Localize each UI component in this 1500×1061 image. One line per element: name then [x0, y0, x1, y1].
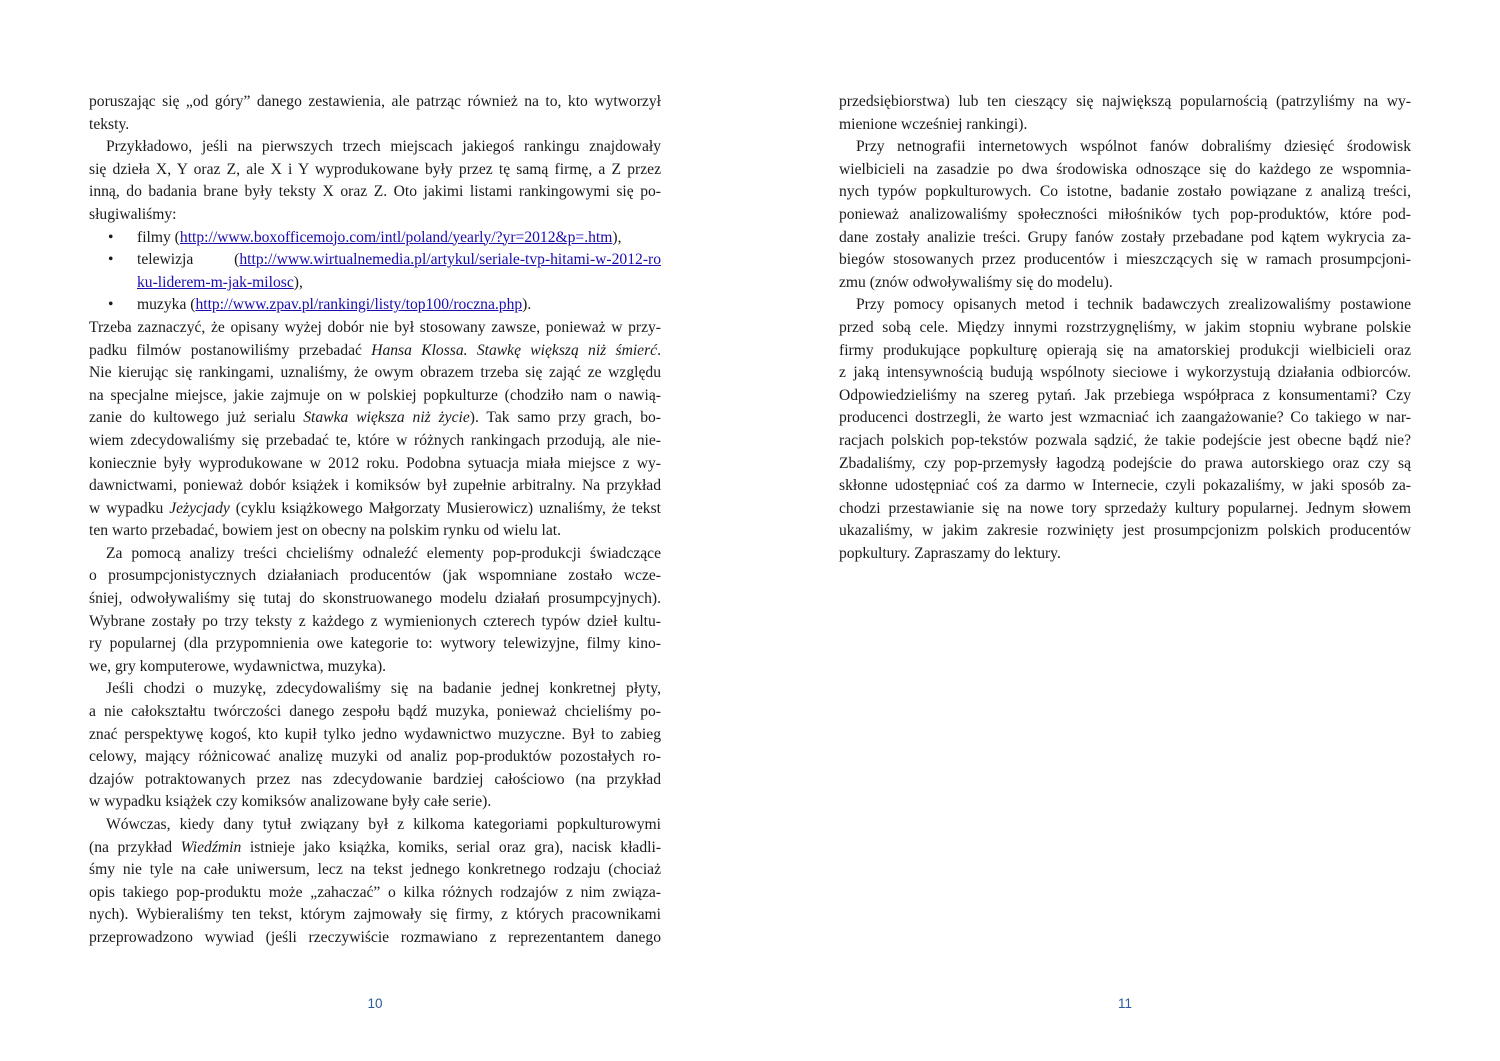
text-line: Przy pomocy opisanych metod i technik badawczych zrealizowaliśmy postawione [856, 296, 1411, 314]
url-link[interactable]: http://www.wirtualnemedia.pl/artykul/seriale-tvp-hitami-w-2012-ro [239, 251, 661, 269]
text-line: a nie całokształtu twórczości danego zespołu bądź muzyka, ponieważ chcieliśmy po- [89, 703, 661, 721]
italic-title: Wiedźmin [180, 838, 242, 856]
text-line: Przy netnografii internetowych wspólnot fanów dobraliśmy dziesięć środowisk [856, 138, 1411, 156]
url-link[interactable]: http://www.zpav.pl/rankingi/listy/top100/roczna.php [195, 296, 523, 314]
text-line: Jeśli chodzi o muzykę, zdecydowaliśmy się na badanie jednej konkretnej płyty, [106, 680, 661, 698]
text-line: o prosumpcjonistycznych działaniach producentów (jak wspomniane zostało wcze- [89, 567, 661, 585]
text-segment: padku filmów postanowiliśmy przebadać [89, 341, 372, 359]
italic-title: Jeżycjady [169, 499, 230, 517]
list-item-punctuation: ), [293, 273, 303, 291]
bullet-icon: • [108, 296, 114, 314]
text-line [89, 340, 661, 363]
text-line: mienione wcześniej rankingi). [839, 115, 1028, 133]
bullet-icon: • [108, 251, 114, 269]
text-line: koniecznie były wyprodukowane w 2012 roku. Podobna sytuacja miała miejsce z wy- [89, 454, 661, 472]
text-line: przedsiębiorstwa) lub ten cieszący się największą popularnością (patrzyliśmy na wy- [839, 93, 1411, 110]
text-line: inną, do badania brane były teksty X oraz Z. Oto jakimi listami rankingowymi się po- [89, 183, 661, 201]
text-line: się dzieła X, Y oraz Z, ale X i Y wyprodukowane były przez tę samą firmę, a Z przez [89, 160, 661, 178]
text-segment: w wypadku [89, 499, 170, 517]
right-page-text [839, 91, 1411, 565]
text-line: nych typów popkulturowych. Co istotne, badanie zostało powiązane z analizą treści, [839, 183, 1411, 201]
text-segment: (cyklu książkowego Małgorzaty Musierowicz) uznaliśmy, że tekst [229, 499, 661, 517]
text-line: Zbadaliśmy, czy pop-przemysły łagodzą podejście do prawa autorskiego oraz czy są [839, 454, 1411, 472]
text-line: teksty. [89, 115, 130, 133]
text-segment: ). Tak samo przy grach, bo- [469, 409, 661, 427]
text-line: poruszając się „od góry” danego zestawienia, ale patrząc również na to, kto wytworzył [89, 93, 661, 110]
text-line: przed sobą cele. Między innymi rozstrzygnęliśmy, w jakim stopniu wybrane polskie [839, 318, 1411, 336]
text-line [89, 837, 661, 860]
text-line: Wybrane zostały po trzy teksty z każdego z wymienionych czterech typów dzieł kultu- [89, 612, 661, 630]
text-line: ten warto przebadać, bowiem jest on obecny na polskim rynku od wielu lat. [89, 522, 562, 540]
text-segment: (na przykład [89, 838, 181, 856]
text-line: biegów stosowanych przez producentów i mieszczących się w ramach prosumpcjoni- [839, 251, 1411, 269]
text-line: ponieważ analizowaliśmy społeczności miłośników tych pop-produktów, które pod- [839, 205, 1411, 223]
page-number: 10 [367, 996, 383, 1011]
text-line: śmy nie tyle na całe uniwersum, lecz na tekst jednego konkretnego rodzaju (chociaż [89, 861, 661, 879]
left-page-text [89, 91, 661, 950]
text-line: producenci dostrzegli, że warto jest wzmacniać ich zaangażowanie? Co takiego w nar- [839, 409, 1411, 427]
text-line: opis takiego pop-produktu może „zahaczać” o kilka różnych rodzajów z nim związa- [89, 883, 661, 901]
text-line: wielbicieli na zasadzie po dwa środowiska odnoszące się do każdego ze wspomnia- [839, 160, 1411, 178]
url-link[interactable]: http://www.boxofficemojo.com/intl/poland/yearly/?yr=2012&p=.htm [179, 228, 613, 246]
right-page [750, 0, 1500, 1061]
text-line: na specjalne miejsce, jakie zajmuje on w polskiej popkulturze (chodziło nam o nawią- [89, 386, 661, 404]
text-line [89, 407, 661, 430]
text-line: przeprowadzono wywiad (jeśli rzeczywiście rozmawiano z reprezentantem danego [89, 928, 661, 946]
list-item [89, 272, 661, 295]
text-line: Wówczas, kiedy dany tytuł związany był z kilkoma kategoriami popkulturowymi [106, 816, 661, 833]
text-line: wiem zdecydowaliśmy się przebadać te, które w różnych rankingach przodują, ale nie- [89, 431, 661, 449]
text-line: Za pomocą analizy treści chcieliśmy odnaleźć elementy pop-produkcji świadczące [106, 544, 661, 562]
text-line: sługiwaliśmy: [89, 205, 177, 223]
text-line: popkultury. Zapraszamy do lektury. [839, 544, 1061, 562]
text-line: Przykładowo, jeśli na pierwszych trzech miejscach jakiegoś rankingu znajdowały [106, 138, 661, 156]
text-line: Trzeba zaznaczyć, że opisany wyżej dobór nie był stosowany zawsze, ponieważ w przy- [89, 318, 661, 336]
list-item-label: muzyka ( [137, 296, 196, 314]
text-segment: istnieje jako książka, komiks, serial oraz gra), nacisk kładli- [241, 838, 662, 856]
list-item-label: filmy ( [137, 228, 180, 246]
text-line: śniej, odwoływaliśmy się tutaj do skonstruowanego modelu działań prosumpcyjnych). [89, 590, 661, 608]
italic-title: Stawka większa niż życie [303, 409, 470, 427]
text-segment: zanie do kultowego już serialu [89, 409, 304, 427]
text-line: racjach polskich pop-tekstów pozwala sądzić, że takie podejście jest obecne bądź nie? [839, 431, 1411, 449]
italic-title: Hansa Klossa. Stawkę większą niż śmierć [371, 341, 658, 359]
text-line: dane zostały analizie treści. Grupy fanów zostały przebadane pod kątem wykrycia za- [839, 228, 1411, 246]
text-line: chodzi przestawianie się na nowe tory sprzedaży kultury popularnej. Jednym słowem [839, 499, 1411, 517]
text-line: ukazaliśmy, w jakim zakresie rozwinięty jest prosumpcjonizm polskich producentów [839, 522, 1411, 540]
list-item-punctuation: ). [522, 296, 532, 314]
text-line: znać perspektywę kogoś, kto kupił tylko jedno wydawnictwo muzyczne. Był to zabieg [89, 725, 661, 743]
text-line: firmy produkujące popkulturę opierają się na amatorskiej produkcji wielbicieli oraz [839, 341, 1411, 359]
text-line: dawnictwami, ponieważ dobór książek i komiksów był zupełnie arbitralny. Na przykład [89, 477, 661, 495]
text-line: z jaką intensywnością budują wspólnoty sieciowe i wykorzystują działania odbiorców. [839, 364, 1411, 382]
text-line: zmu (znów odwoływaliśmy się do modelu). [839, 273, 1113, 291]
text-line: nych). Wybieraliśmy ten tekst, którym zajmowały się firmy, z których pracownikami [89, 906, 661, 924]
text-line: ry popularnej (dla przypomnienia owe kategorie to: wytwory telewizyjne, filmy kino- [89, 635, 661, 653]
text-line: celowy, mający różnicować analizę muzyki od analiz pop-produktów pozostałych ro- [89, 748, 661, 766]
text-line: we, gry komputerowe, wydawnictwa, muzyka). [89, 657, 387, 675]
text-segment: . [657, 341, 662, 359]
page-number: 11 [1117, 996, 1132, 1011]
list-item [89, 249, 661, 272]
text-line: Odpowiedzieliśmy na szereg pytań. Jak przebiega współpraca z konsumentami? Czy [839, 386, 1411, 404]
text-line [89, 498, 661, 521]
text-line: Nie kierując się rankingami, uznaliśmy, że owym obrazem trzeba się zająć ze względu [89, 364, 661, 382]
text-line: skłonne udostępniać coś za darmo w Internecie, czyli pokazaliśmy, w jaki sposób za- [839, 477, 1411, 495]
list-item [89, 294, 661, 317]
text-line: w wypadku książek czy komiksów analizowane były całe serie). [89, 793, 492, 811]
list-item [89, 227, 661, 250]
url-link[interactable]: ku-liderem-m-jak-milosc [137, 273, 294, 291]
bullet-icon: • [108, 228, 114, 246]
list-item-punctuation: ), [612, 228, 622, 246]
list-item-label: telewizja ( [137, 251, 240, 269]
text-line: dzajów potraktowanych przez nas zdecydowanie bardziej całościowo (na przykład [89, 770, 661, 788]
